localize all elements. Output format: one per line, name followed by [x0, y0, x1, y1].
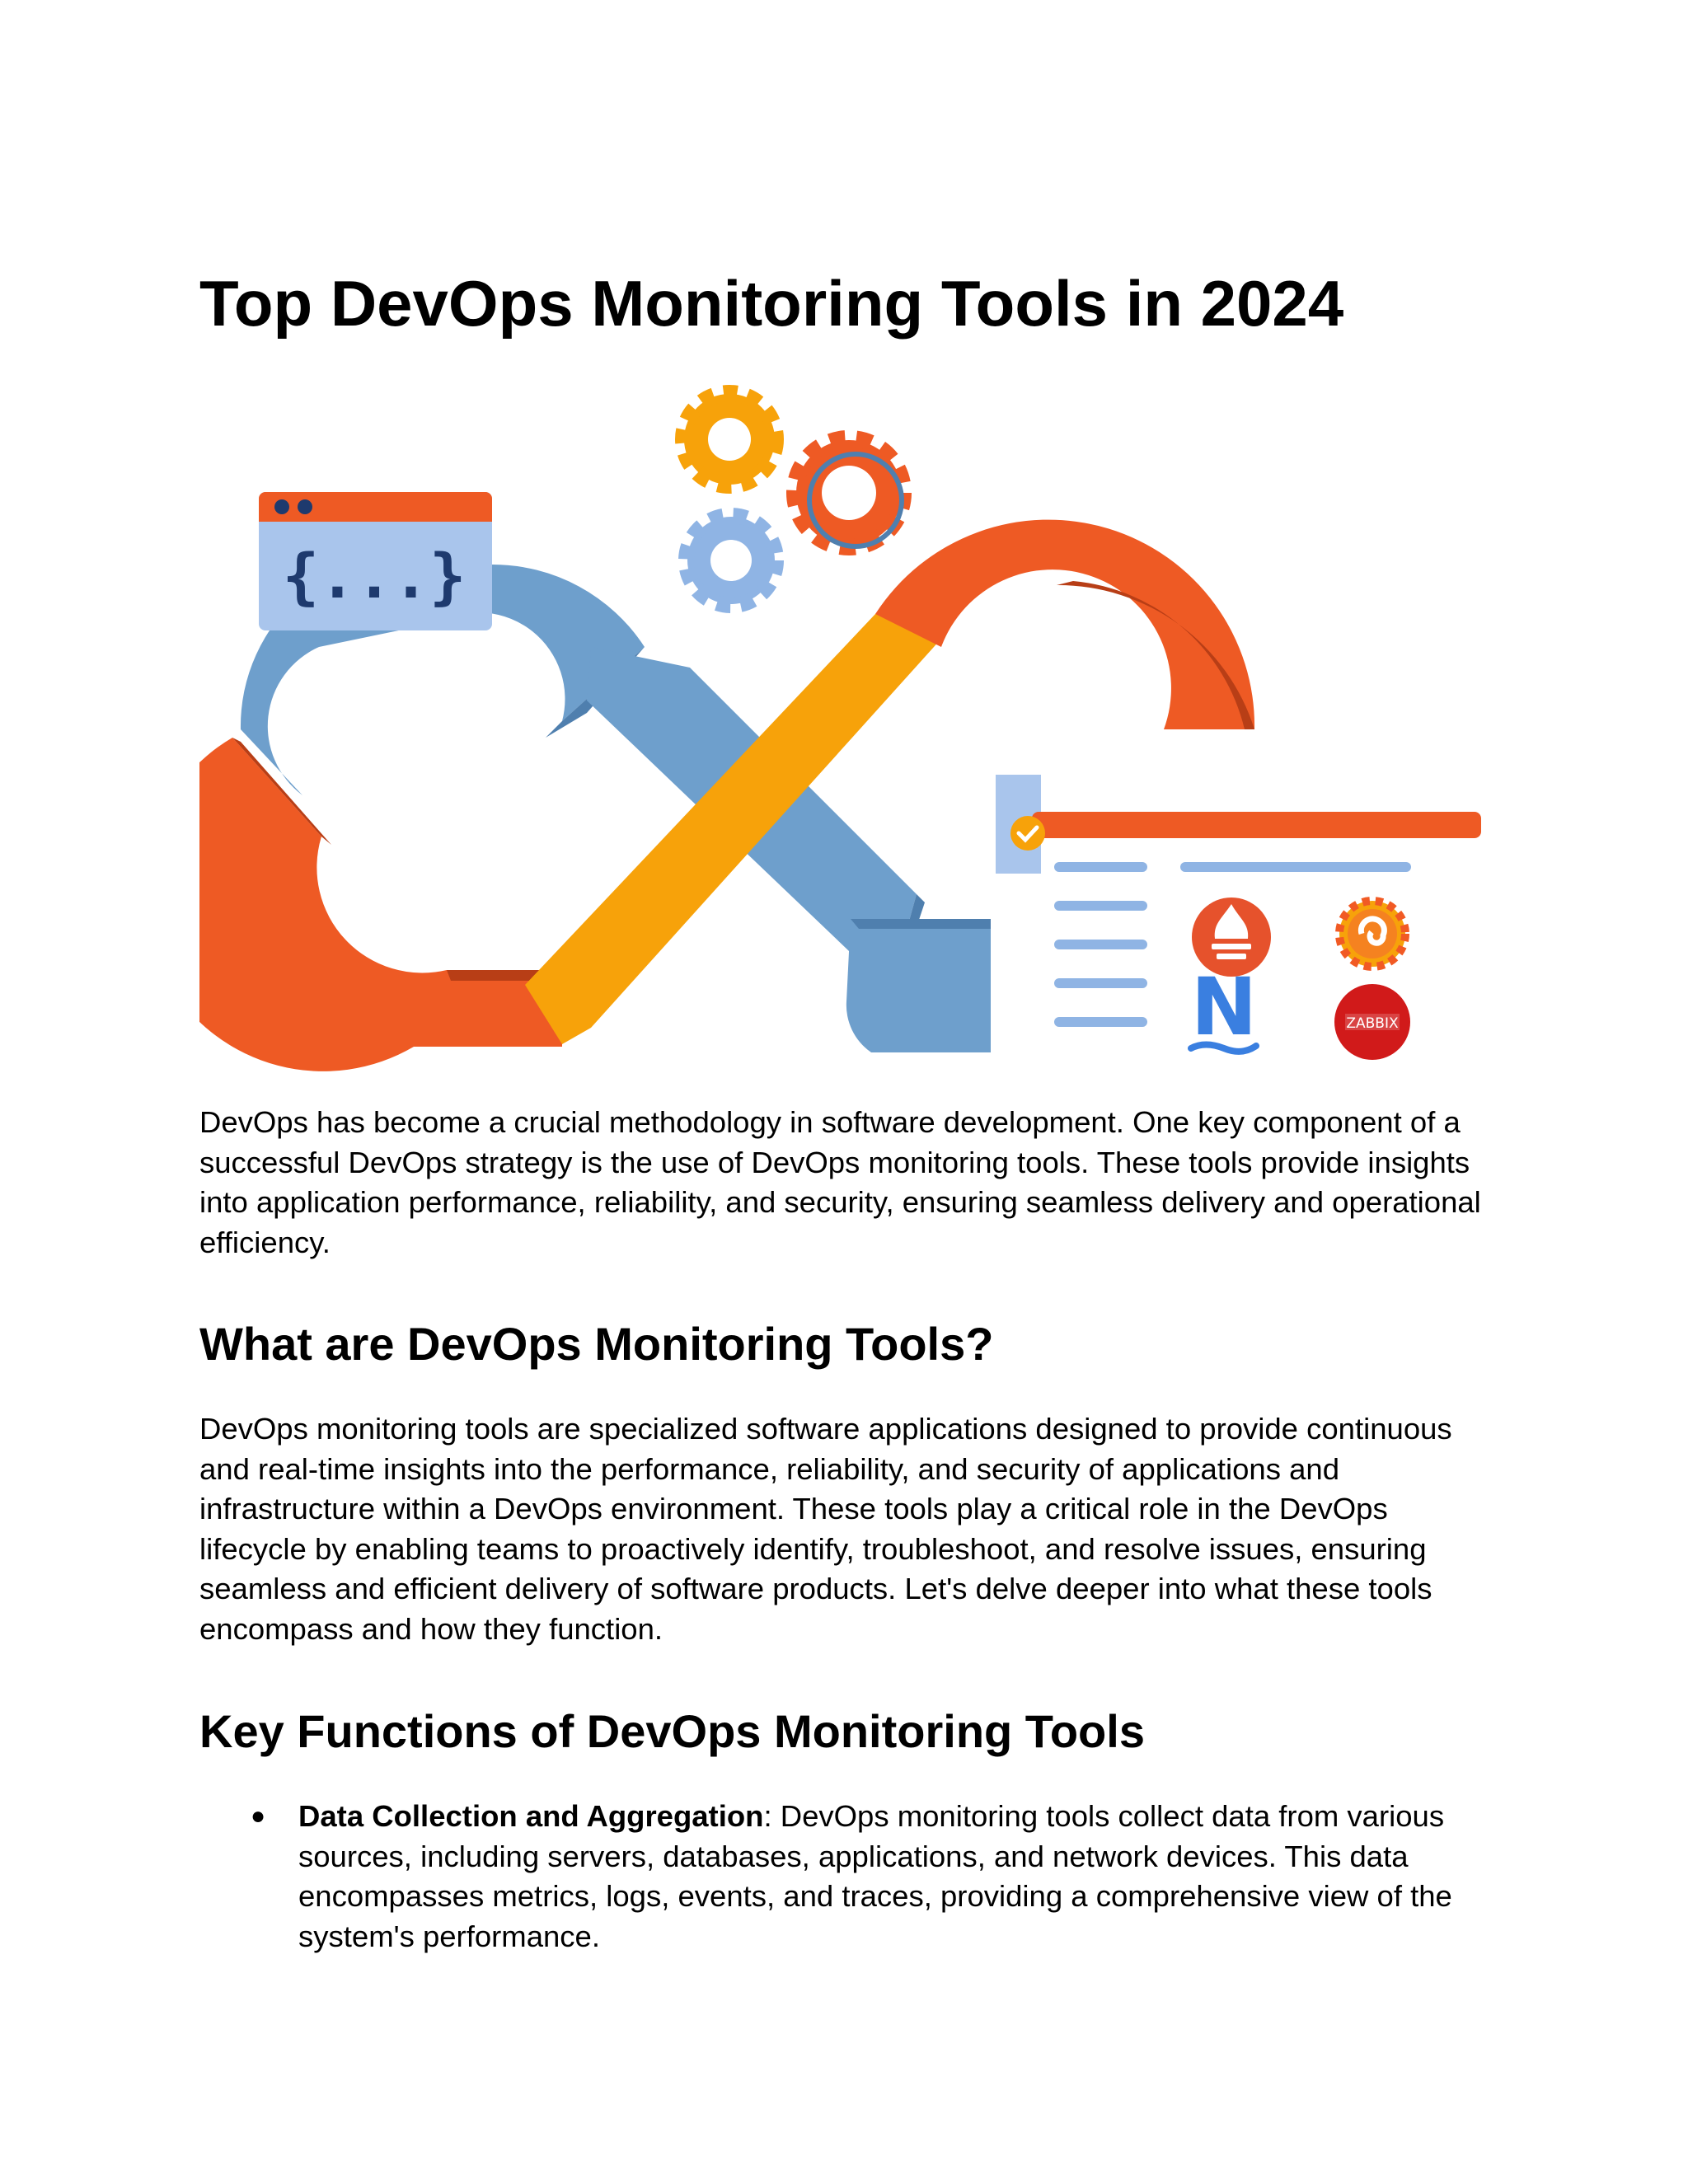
list-item — [199, 1797, 1485, 1957]
nagios-logo-icon — [1191, 961, 1257, 1053]
section-heading-key-functions: Key Functions of DevOps Monitoring Tools — [199, 1705, 1145, 1757]
key-functions-list — [199, 1797, 1485, 1957]
zabbix-badge-text: ZABBIX — [1346, 1015, 1399, 1032]
section-heading-what-are: What are DevOps Monitoring Tools? — [199, 1318, 994, 1370]
code-window-icon — [259, 492, 492, 630]
bullet-text: : DevOps monitoring tools collect data from various sources, including servers, databases, applications, and network devices. This data encompasses metrics, logs, events, and traces, providing a comprehensive view of the system's performance. — [298, 1799, 1452, 1953]
intro-paragraph: DevOps has become a crucial methodology in software development. One key component of a successful DevOps strategy is the use of DevOps monitoring tools. These tools provide insights into application performance, reliability, and security, ensuring seamless delivery and operational efficiency. — [199, 1105, 1481, 1259]
gear-icon — [684, 394, 775, 485]
zabbix-logo-icon — [1334, 984, 1410, 1060]
bullet-term: Data Collection and Aggregation — [298, 1799, 764, 1833]
page-title: Top DevOps Monitoring Tools in 2024 — [199, 267, 1344, 340]
bullet-icon: ● — [251, 1802, 266, 1830]
gear-icon — [796, 440, 902, 546]
checkmark-icon — [1010, 816, 1045, 851]
hero-illustration — [199, 375, 1485, 1084]
code-braces-text: {...} — [282, 541, 467, 612]
nagios-n-letter: N — [1190, 961, 1258, 1053]
gear-icon — [687, 517, 775, 604]
grafana-logo-icon — [1339, 901, 1405, 967]
section-paragraph-what-are: DevOps monitoring tools are specialized software applications designed to provide continuous and real-time insights into the performance, reliability, and security of applications and infrastructure within a DevOps environment. These tools play a critical role in the DevOps lifecycle by enabling teams to proactively identify, troubleshoot, and resolve issues, ensuring seamless and efficient delivery of software products. Let's delve deeper into what these tools encompass and how they function. — [199, 1412, 1452, 1646]
